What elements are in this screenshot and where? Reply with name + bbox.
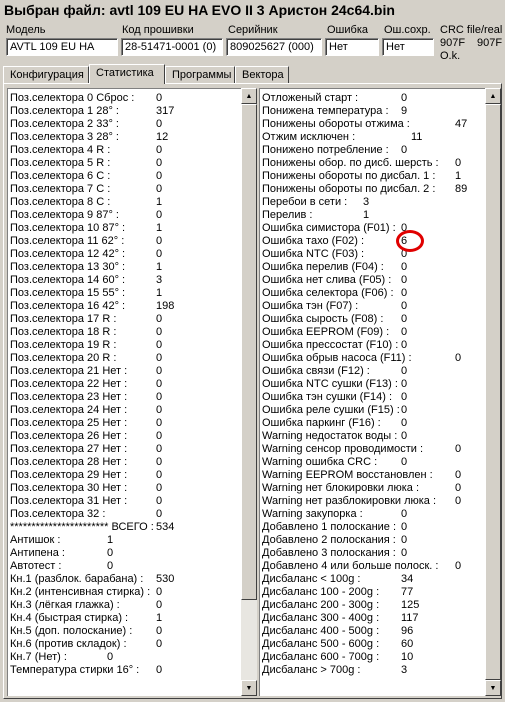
stat-label: Отжим исключен : [262,131,356,143]
stat-label: Поз.селектора 17 R : [10,313,117,325]
stat-value: 0 [156,456,163,468]
stat-label: Поз.селектора 13 30° : [10,261,126,273]
stat-value: 0 [156,92,163,104]
stat-label: Добавлено 4 или больше полоск. : [262,560,439,572]
stat-value: 0 [455,560,462,572]
stat-value: 0 [401,92,408,104]
stat-label: Температура стирки 16° : [10,664,140,676]
tab-vectors[interactable]: Вектора [235,66,289,83]
stat-value: 0 [401,378,408,390]
stat-label: Дисбаланс 300 - 400g : [262,612,380,624]
stat-value: 0 [401,534,408,546]
stat-value: 0 [401,521,408,533]
crc-status: O.k. [440,50,461,62]
stat-value: 0 [401,391,408,403]
stat-value: 0 [156,404,163,416]
stat-value: 3 [401,664,408,676]
window-title: Выбран файл: avtl 109 EU HA EVO II 3 Аристон 24c64.bin [4,2,395,18]
stat-value: 34 [401,573,414,585]
stat-value: 12 [156,131,169,143]
stat-value: 0 [156,495,163,507]
stat-value: 3 [156,274,163,286]
stat-value: 0 [401,417,408,429]
stat-label: Поз.селектора 30 Нет : [10,482,128,494]
stat-value: 6 [401,235,408,247]
stat-label: Ошибка тэн сушки (F14) : [262,391,393,403]
stat-label: Понижены обор. по дисб. шерсть : [262,157,439,169]
stat-label: Кн.2 (интенсивная стирка) : [10,586,151,598]
stat-label: Понижена температура : [262,105,389,117]
crc-label: CRC file/real [440,24,503,36]
stat-value: 0 [401,144,408,156]
error-saved-label: Ош.сохр. [384,24,431,36]
stat-value: 1 [156,612,163,624]
scroll-down-icon[interactable]: ▼ [485,680,501,696]
left-scrollbar[interactable] [241,88,257,696]
stat-label: Ошибка NTC (F03) : [262,248,365,260]
stat-label: Ошибка паркинг (F16) : [262,417,381,429]
stat-value: 0 [156,430,163,442]
stat-value: 10 [401,651,414,663]
stat-label: Автотест : [10,560,62,572]
stat-label: Поз.селектора 6 C : [10,170,111,182]
stat-label: Ошибка EEPROM (F09) : [262,326,390,338]
stat-label: Понижены обороты по дисбал. 2 : [262,183,436,195]
stat-label: Поз.селектора 12 42° : [10,248,126,260]
serial-label: Серийник [228,24,278,36]
stat-value: 60 [401,638,414,650]
stat-value: 0 [156,638,163,650]
error-label: Ошибка [327,24,368,36]
stat-value: 0 [156,209,163,221]
stat-value: 0 [156,352,163,364]
stat-value: 1 [156,287,163,299]
stat-label: Перелив : [262,209,313,221]
stat-value: 0 [156,365,163,377]
stat-value: 0 [156,378,163,390]
stat-label: Поз.селектора 7 C : [10,183,111,195]
stat-value: 0 [455,157,462,169]
model-field[interactable]: AVTL 109 EU HA [6,38,118,56]
stat-value: 530 [156,573,175,585]
stat-label: Поз.селектора 0 Сброс : [10,92,135,104]
stat-label: Дисбаланс > 700g : [262,664,361,676]
stat-value: 0 [401,508,408,520]
stat-label: Ошибка связи (F12) : [262,365,370,377]
stat-label: Дисбаланс 400 - 500g : [262,625,380,637]
stat-label: Поз.селектора 1 28° : [10,105,119,117]
highlight-circle [396,230,424,252]
stat-value: 0 [455,469,462,481]
stat-label: Поз.селектора 21 Нет : [10,365,128,377]
stat-value: 534 [156,521,175,533]
scroll-up-icon[interactable]: ▲ [485,88,501,104]
stat-value: 0 [455,443,462,455]
stat-label: Кн.7 (Нет) : [10,651,67,663]
stat-label: Ошибка перелив (F04) : [262,261,384,273]
stat-value: 0 [455,495,462,507]
stat-value: 0 [107,651,114,663]
stat-value: 198 [156,300,175,312]
stat-label: Поз.селектора 9 87° : [10,209,119,221]
stat-label: Поз.селектора 8 C : [10,196,111,208]
stat-value: 0 [156,313,163,325]
stat-label: Добавлено 3 полоскания : [262,547,396,559]
stat-label: Антипена : [10,547,65,559]
stat-label: Поз.селектора 28 Нет : [10,456,128,468]
stat-value: 3 [363,196,370,208]
stat-label: Поз.селектора 2 33° : [10,118,119,130]
stat-label: Отложеный старт : [262,92,359,104]
stat-value: 0 [156,482,163,494]
stat-label: Warning нет разблокировки люка : [262,495,437,507]
stat-value: 0 [156,183,163,195]
stat-value: 0 [107,547,114,559]
stat-value: 0 [401,404,408,416]
tab-statistics[interactable]: Статистика [89,64,165,84]
stat-value: 0 [156,443,163,455]
stat-value: 0 [455,352,462,364]
tab-configuration[interactable]: Конфигурация [3,66,89,83]
stat-value: 0 [156,248,163,260]
stat-label: Понижены обороты по дисбал. 1 : [262,170,436,182]
stat-label: Понижены обороты отжима : [262,118,410,130]
scroll-thumb[interactable] [485,104,501,680]
stat-value: 0 [401,313,408,325]
stat-value: 9 [401,105,408,117]
stat-value: 0 [401,547,408,559]
stat-label: Понижено потребление : [262,144,389,156]
stat-value: 117 [401,612,419,624]
left-stats-list[interactable] [7,88,241,696]
stat-value: 0 [401,274,408,286]
right-scrollbar[interactable] [485,88,501,696]
stat-label: Поз.селектора 15 55° : [10,287,126,299]
stat-label: Дисбаланс 200 - 300g : [262,599,380,611]
stat-value: 0 [156,391,163,403]
stat-value: 1 [156,196,163,208]
stat-label: Ошибка обрыв насоса (F11) : [262,352,412,364]
stat-value: 96 [401,625,414,637]
error-saved-field[interactable]: Нет [382,38,434,56]
stat-value: 1 [156,222,163,234]
stat-value: 1 [363,209,370,221]
stat-label: Ошибка сырость (F08) : [262,313,384,325]
stat-value: 0 [401,248,408,260]
stat-value: 0 [156,339,163,351]
stat-label: Поз.селектора 26 Нет : [10,430,128,442]
stat-label: Кн.3 (лёгкая глажка) : [10,599,120,611]
stat-label: Warning нет блокировки люка : [262,482,419,494]
stat-label: Поз.селектора 29 Нет : [10,469,128,481]
stat-label: Дисбаланс 100 - 200g : [262,586,380,598]
stat-label: Поз.селектора 25 Нет : [10,417,128,429]
crc-file-value: 907F [440,37,466,49]
stat-label: Поз.селектора 5 R : [10,157,111,169]
stat-value: 0 [401,365,408,377]
stat-value: 0 [156,170,163,182]
stat-label: Кн.6 (против складок) : [10,638,127,650]
stat-label: Warning EEPROM восстановлен : [262,469,433,481]
stat-label: Поз.селектора 32 : [10,508,106,520]
stat-label: Поз.селектора 18 R : [10,326,117,338]
stat-label: Поз.селектора 27 Нет : [10,443,128,455]
stat-value: 125 [401,599,420,611]
stat-label: Дисбаланс 600 - 700g : [262,651,380,663]
stat-label: Warning ошибка CRC : [262,456,378,468]
stat-label: Кн.4 (быстрая стирка) : [10,612,129,624]
stat-label: Добавлено 1 полоскание : [262,521,397,533]
model-label: Модель [6,24,46,36]
stat-label: Дисбаланс 500 - 600g : [262,638,380,650]
stat-value: 0 [156,235,163,247]
stat-label: Поз.селектора 19 R : [10,339,117,351]
stat-value: 1 [107,534,114,546]
stat-label: Поз.селектора 11 62° : [10,235,125,247]
stat-value: 0 [401,261,408,273]
stat-value: 0 [401,339,408,351]
stat-label: Добавлено 2 полоскания : [262,534,396,546]
scroll-down-icon[interactable]: ▼ [241,680,257,696]
right-stats-list[interactable] [259,88,485,696]
stat-label: Поз.селектора 23 Нет : [10,391,128,403]
stat-value: 0 [401,287,408,299]
stat-label: Ошибка тэн (F07) : [262,300,359,312]
stat-label: Поз.селектора 10 87° : [10,222,126,234]
stat-value: 0 [401,326,408,338]
stat-value: 89 [455,183,468,195]
stat-label: Ошибка нет слива (F05) : [262,274,392,286]
stat-label: Кн.1 (разблок. барабана) : [10,573,144,585]
stat-value: 0 [156,417,163,429]
stat-label: Warning недостаток воды : [262,430,398,442]
stat-label: Ошибка реле сушки (F15) : [262,404,400,416]
stat-label: Warning закупорка : [262,508,363,520]
stat-value: 0 [401,300,408,312]
stat-value: 0 [156,586,163,598]
stat-label: Поз.селектора 16 42° : [10,300,126,312]
stat-label: Перебои в сети : [262,196,348,208]
stat-label: Ошибка тахо (F02) : [262,235,365,247]
stat-value: 0 [156,664,163,676]
stat-label: Ошибка селектора (F06) : [262,287,394,299]
stat-label: Ошибка прессостат (F10) : [262,339,399,351]
stat-value: 0 [401,430,408,442]
stat-value: 1 [156,261,163,273]
stat-value: 0 [156,625,163,637]
stat-label: Кн.5 (доп. полоскание) : [10,625,133,637]
stat-label: Ошибка симистора (F01) : [262,222,396,234]
crc-real-value: 907F [477,37,503,49]
stat-label: Поз.селектора 20 R : [10,352,117,364]
stat-value: 0 [156,326,163,338]
stat-value: 0 [156,508,163,520]
stat-label: Поз.селектора 22 Нет : [10,378,128,390]
stat-label: Антишок : [10,534,61,546]
firmware-field[interactable]: 28-51471-0001 (0) [121,38,223,56]
stat-value: 0 [401,456,408,468]
serial-field[interactable]: 809025627 (000) [226,38,322,56]
stat-label: *********************** ВСЕГО : [10,521,154,533]
stat-value: 0 [401,222,408,234]
stat-value: 11 [411,131,423,143]
stat-value: 1 [455,170,462,182]
stat-value: 0 [156,157,163,169]
scroll-up-icon[interactable]: ▲ [241,88,257,104]
stat-label: Ошибка NTC сушки (F13) : [262,378,398,390]
stat-value: 0 [156,144,163,156]
stat-label: Дисбаланс < 100g : [262,573,361,585]
tab-programs[interactable]: Программы [165,66,235,83]
stat-value: 0 [156,599,163,611]
stat-label: Поз.селектора 31 Нет : [10,495,128,507]
stat-label: Warning сенсор проводимости : [262,443,424,455]
stat-value: 0 [107,560,114,572]
stat-label: Поз.селектора 14 60° : [10,274,126,286]
stat-label: Поз.селектора 3 28° : [10,131,119,143]
stat-value: 77 [401,586,414,598]
firmware-label: Код прошивки [122,24,194,36]
stat-value: 0 [455,482,462,494]
stat-value: 0 [156,469,163,481]
stat-value: 0 [156,118,163,130]
stat-value: 317 [156,105,175,117]
stat-label: Поз.селектора 24 Нет : [10,404,128,416]
scroll-thumb[interactable] [241,104,257,600]
stat-value: 47 [455,118,468,130]
stat-label: Поз.селектора 4 R : [10,144,111,156]
error-field[interactable]: Нет [325,38,379,56]
